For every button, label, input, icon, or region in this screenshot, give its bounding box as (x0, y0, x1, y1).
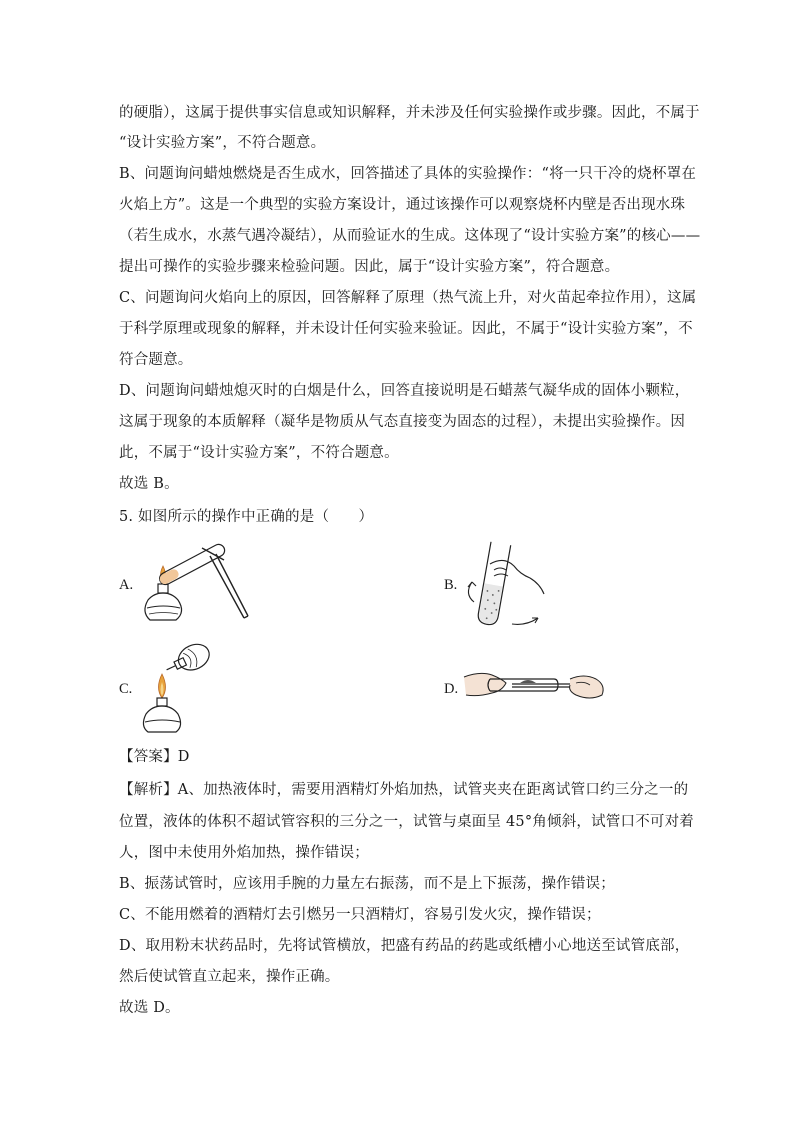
text-line: 人，图中未使用外焰加热，操作错误； (119, 845, 369, 861)
text-line: B、问题询问蜡烛燃烧是否生成水，回答描述了具体的实验操作：“将一只干冷的烧杯罩在 (119, 166, 697, 182)
text-line: 然后使试管直立起来，操作正确。 (119, 969, 340, 985)
option-a-label: A. (119, 577, 134, 593)
text-line: 【解析】A、加热液体时，需要用酒精灯外焰加热，试管夹夹在距离试管口约三分之一的 (119, 782, 689, 798)
option-d-label: D. (444, 681, 459, 697)
text-line: （若生成水，水蒸气遇冷凝结），从而验证水的生成。这体现了“设计实验方案”的核心—— (119, 228, 701, 244)
answer-label: 【答案】D (119, 749, 190, 765)
lamp-lighting-lamp-icon (136, 636, 216, 736)
text-line: 火焰上方”。这是一个典型的实验方案设计，通过该操作可以观察烧杯内壁是否出现水珠 (119, 197, 686, 213)
alcohol-lamp-heating-test-tube-icon (136, 540, 251, 630)
shaking-test-tube-icon (460, 538, 550, 630)
powder-into-test-tube-icon (462, 665, 607, 710)
text-line: 故选 B。 (119, 476, 179, 492)
text-line: 此，不属于“设计实验方案”，不符合题意。 (119, 445, 399, 461)
question-title: 5. 如图所示的操作中正确的是（ ） (119, 509, 374, 525)
text-line: 提出可操作的实验步骤来检验问题。因此，属于“设计实验方案”，符合题意。 (119, 259, 620, 275)
option-b-label: B. (444, 577, 458, 593)
text-line: 符合题意。 (119, 352, 193, 368)
option-c-label: C. (119, 681, 133, 697)
text-line: D、取用粉末状药品时，先将试管横放，把盛有药品的药匙或纸槽小心地送至试管底部， (119, 938, 690, 954)
text-line: 于科学原理或现象的解释，并未设计任何实验来验证。因此，不属于“设计实验方案”，不 (119, 321, 693, 337)
text-line: 的硬脂），这属于提供事实信息或知识解释，并未涉及任何实验操作或步骤。因此，不属于 (119, 105, 700, 121)
text-line: B、振荡试管时，应该用手腕的力量左右振荡，而不是上下振荡，操作错误； (119, 876, 615, 892)
text-line: C、问题询问火焰向上的原因，回答解释了原理（热气流上升，对火苗起牵拉作用），这属 (119, 290, 697, 306)
text-line: 这属于现象的本质解释（凝华是物质从气态直接变为固态的过程），未提出实验操作。因 (119, 414, 686, 430)
text-line: “设计实验方案”，不符合题意。 (119, 135, 326, 151)
text-line: D、问题询问蜡烛熄灭时的白烟是什么，回答直接说明是石蜡蒸气凝华成的固体小颗粒， (119, 383, 690, 399)
text-line: C、不能用燃着的酒精灯去引燃另一只酒精灯，容易引发火灾，操作错误； (119, 907, 601, 923)
text-line: 故选 D。 (119, 1000, 180, 1016)
text-line: 位置，液体的体积不超试管容积的三分之一，试管与桌面呈 45°角倾斜，试管口不可对着 (119, 814, 695, 830)
